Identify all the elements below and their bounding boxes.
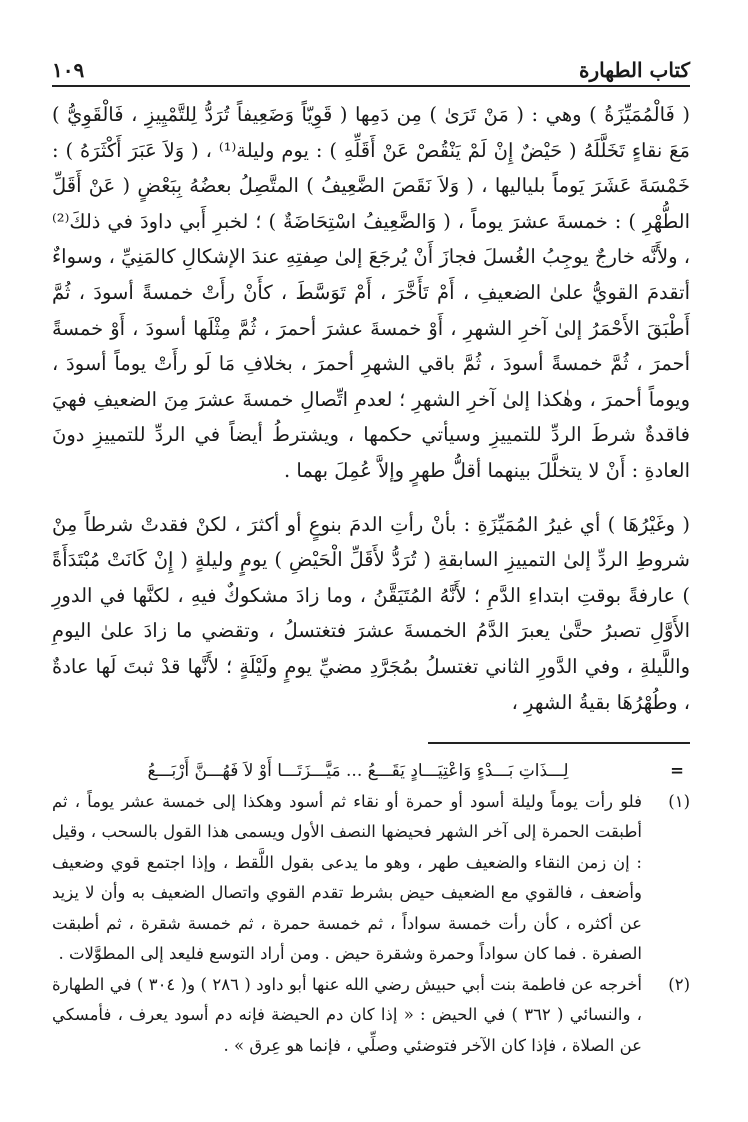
paragraph-mumayyiza: ( فَالْمُمَيِّزَةُ ) وهي : ( مَنْ تَرَىٰ ) مِن دَمِها ( قَوِيّاً وَضَعِيفاً تُرَدُّ لِلتَّمْيِيزِ ، فَالْقَوِيُّ ) مَعَ نقاءٍ تَخَلَّلَهُ ( حَيْضٌ إِنْ لَمْ يَنْقُصْ عَنْ أَقَلِّهِ ) : يوم وليلة⁽¹⁾ ، ( وَلاَ عَبَرَ أَكْثَرَهُ ) : خَمْسَةَ عَشَرَ يَوماً بلياليها ، ( وَلاَ نَقَصَ الضَّعِيفُ ) المتَّصِلُ بعضُهُ بِبَعْضٍ ( عَنْ أَقَلِّ الطُّهْرِ ) : خمسةَ عشرَ يوماً ، ( وَالضَّعِيفُ اسْتِحَاضَةٌ ) ؛ لخبرِ أَبي داودَ في ذلكَ⁽²⁾ ، ولأَنَّه خارجٌ يوجِبُ الغُسلَ فجازَ أَنْ يُرجَعَ إلىٰ صِفتِهِ عندَ الإشكالِ كالمَنِيِّ ، وسواءٌ أتقدمَ القويُّ علىٰ الضعيفِ ، أَمْ تَأَخَّرَ ، أَمْ تَوَسَّطَ ، كأَنْ رأَتْ خمسةً أسودَ ، ثُمَّ أَطْبَقَ الأَحْمَرُ إلىٰ آخرِ الشهرِ ، أَوْ خمسةَ عشرَ أحمرَ ، ثُمَّ مِثْلَها أسودَ ، أَوْ خمسةً أحمرَ ، ثُمَّ خمسةً أسودَ ، ثُمَّ باقي الشهرِ أحمرَ ، بخلافِ مَا لَو رأَتْ يوماً أسودَ ، ويوماً أحمرَ ، وهٰكذا إلىٰ آخرِ الشهرِ ؛ لعدمِ اتِّصالِ خمسةَ عشرَ مِنَ الضعيفِ فهيَ فاقدةٌ شرطَ الردِّ للتمييزِ وسيأتي حكمها ، ويشترطُ أيضاً في الردِّ للتمييزِ دونَ العادةِ : أَنْ لا يتخلَّلَ بينهما أقلُّ طهرٍ وإلاَّ عُمِلَ بهما . [52,103,690,482]
paragraph-ghayr-mumayyiza: ( وغَيْرُهَا ) أي غيرُ المُمَيِّزَةِ : بأنْ رأتِ الدمَ بنوعٍ أو أكثرَ ، لكنْ فقدتْ شرطاً مِنْ شروطِ الردِّ إلىٰ التمييزِ السابقةِ ( تُرَدُّ لأَقَلِّ الْحَيْضِ ) يومٍ وليلةٍ ( إِنْ كَانَتْ مُبْتَدَأَةً ) عارفةً بوقتِ ابتداءِ الدَّمِ ؛ لأَنَّهُ المُتَيَقَّنُ ، وما زادَ مشكوكٌ فيهِ ، لكنَّها في الدورِ الأَوَّلِ تصبرُ حتَّىٰ يعبرَ الدَّمُ الخمسةَ عشرَ فتغتسلُ ، وتقضي ما زادَ علىٰ اليومِ واللَّيلةِ ، وفي الدَّورِ الثاني تغتسلُ بمُجَرَّدِ مضيِّ يومٍ ولَيْلَةٍ ؛ لأَنَّها قدْ ثبتَ لَها عادةٌ ، وطُهْرُهَا بقيةُ الشهرِ ، [52,512,690,714]
book-title: كتاب الطهارة [579,58,690,82]
main-text [52,97,690,720]
footnote-verse-line [52,756,690,787]
page-number: ١٠٩ [52,58,85,82]
page-header [52,50,690,87]
footnote-divider [428,742,690,744]
footnote-text: فلو رأت يوماً وليلة أسود أو حمرة أو نقاء ثم أسود وهكذا إلى خمسة عشر يوماً ، ثم أطبقت الحمرة إلى آخر الشهر فحيضها النصف الأول ويسمى هذا القول بالسحب ، وقيل : إن زمن النقاء والضعيف طهر ، وهو ما يدعى بقول اللَّقط ، وإذا اجتمع قوي وضعيف وأضعف ، فالقوي مع الضعيف حيض بشرط تقدم القوي واتصال الضعيف به وأن لا يزيد عن أكثره ، كأن رأت خمسة سواداً ، ثم خمسة حمرة ، ثم خمسة شقرة ، ثم أطبقت الصفرة . فما كان سواداً وحمرة وشقرة حيض . ومن أراد التوسع فليعد إلى المطوَّلات . [52,791,642,964]
verse-text: لِـــذَاتِ بَـــدْءٍ وَاعْتِيَـــادٍ يَقَـــعُ ... مَيَّـــزَتَـــا أَوْ لاَ فَهُـــنَّ أَرْبَـــعُ [147,761,569,782]
book-page [52,50,690,1102]
footnote-number: (١) [668,791,690,811]
footnote-text: أخرجه عن فاطمة بنت أبي حبيش رضي الله عنها أبو داود ( ٢٨٦ ) و( ٣٠٤ ) في الطهارة ، والنسائي ( ٣٦٢ ) في الحيض : « إذا كان دم الحيضة فإنه دم أسود يعرف ، فأمسكي عن الصلاة ، فإذا كان الآخر فتوضئي وصلِّي ، فإنما هو عِرق » . [52,974,642,1055]
footnote-number: (٢) [668,974,690,994]
footnotes-section [52,756,690,1061]
footnote-1 [52,787,690,970]
footnote-2 [52,970,690,1062]
continuation-marker: = [670,761,684,781]
